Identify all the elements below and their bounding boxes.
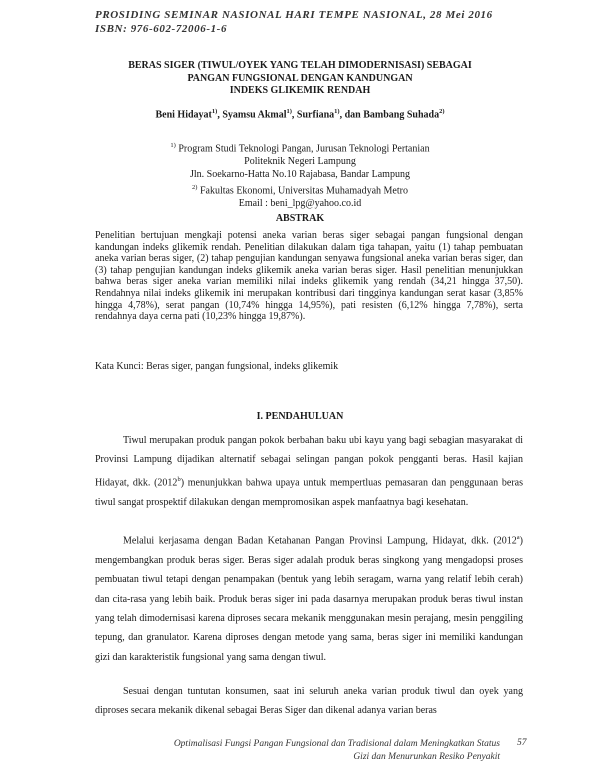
affiliation-mark: 1) [170,142,176,149]
section-heading: I. PENDAHULUAN [256,411,344,422]
email: Email : beni_lpg@yahoo.co.id [238,197,362,209]
abstract-heading: ABSTRAK [275,213,325,224]
isbn: ISBN: 976-602-72006-1-6 [95,23,228,35]
body-paragraph [95,528,523,667]
author-mark: 1) [286,108,292,115]
author-separator: , dan [339,109,364,121]
author-separator: , [217,109,223,121]
citation-mark: a [516,534,520,541]
abstract-text: Penelitian bertujuan mengkaji potensi aneka varian beras siger sebagai pangan fungsional dengan kandungan indeks glikemik rendah. Penelitian dilakukan dalam tiga tahapan, yaitu (1) tahap pembuatan aneka varian beras siger, (2) tahap pengujian kandungan senyawa fungsional aneka varian beras siger, dan (3) tahap pengujian kandungan indeks glikemik aneka varian beras siger. Hasil penelitian menunjukkan bahwa beras siger aneka varian memiliki nilai indeks glikemik yang rendah (34,21 hingga 37,50). Rendahnya nilai indeks glikemik ini merupakan kontribusi dari tingginya kandungan serat kasar (3,85% hingga 4,78%), serat pangan (10,74% hingga 14,95%), pati resisten (6,12% hingga 7,78%), serta rendahnya daya cerna pati (10,23% hingga 19,87%). [95,230,523,323]
affiliation-mark: 2) [192,183,198,191]
running-footer [100,738,500,763]
affiliation-line: Jln. Soekarno-Hatta No.10 Rajabasa, Bandar Lampung [190,168,410,180]
paragraph-text: ) mengembangkan produk beras siger. Beras siger adalah produk beras singkong yang mengadopsi proses pembuatan tiwul tetapi dengan penampakan (bentuk yang lebih seragam, warna yang relatif lebih cerah) dan cita-rasa yang lebih baik. Produk beras siger ini pada dasarnya merupakan produk beras tiwul instan yang telah dimodernisasi karena diproses secara mekanik menggunakan mesin perajang, mesin penggiling tepung, dan granulator. Karena diproses dengan metode yang sama, beras siger ini memiliki kandungan gizi dan karakteristik fungsional yang sama dengan tiwul. [95,535,523,663]
affiliation-text: Program Studi Teknologi Pangan, Jurusan Teknologi Pertanian [175,143,430,155]
paragraph-text: Tiwul merupakan produk pangan pokok berbahan baku ubi kayu yang bagi sebagian masyarakat di Provinsi Lampung dijadikan alternatif sebagai selingan pangan pokok pengganti beras. Hasil kajian Hidayat, dkk. (2012 [95,435,523,489]
author-separator: , [291,109,297,121]
author-mark: 1) [211,108,218,115]
author-name: Syamsu Akmal [222,109,287,121]
paper-title [80,60,520,98]
title-line: PANGAN FUNGSIONAL DENGAN KANDUNGAN [187,72,413,84]
paragraph-text: ) menunjukkan bahwa upaya untuk mempertluas pemasaran dan penggunaan beras tiwul sangat prospektif dilakukan dengan mempromosikan aspek manfaatnya bagi kesehatan. [95,477,523,508]
affiliation-line: Politeknik Negeri Lampung [244,156,356,168]
body-paragraph: Sesuai dengan tuntutan konsumen, saat ini seluruh aneka varian produk tiwul dan oyek yang diproses secara mekanik dikenal sebagai Beras Siger dan dikenal adanya varian beras [95,686,523,717]
author-list [80,108,520,120]
affiliation-line [80,140,520,156]
affiliation-line [80,182,520,198]
title-line: INDEKS GLIKEMIK RENDAH [229,85,371,96]
body-paragraph [95,431,523,512]
proceedings-title: PROSIDING SEMINAR NASIONAL HARI TEMPE NASIONAL, 28 Mei 2016 [95,9,493,21]
affiliation-text: Fakultas Ekonomi, Universitas Muhamadyah Metro [197,185,408,197]
author-name: Bambang Suhada [363,109,440,121]
author-mark: 2) [439,108,445,115]
author-name: Surfiana [296,109,335,121]
footer-line: Optimalisasi Fungsi Pangan Fungsional dan Tradisional dalam Meningkatkan Status [173,739,500,749]
keywords: Kata Kunci: Beras siger, pangan fungsional, indeks glikemik [95,361,339,372]
footer-line: Gizi dan Menurunkan Resiko Penyakit [353,751,500,762]
author-name: Beni Hidayat [155,109,212,121]
citation-mark: b [177,475,181,483]
affiliations [80,140,520,211]
running-header [95,8,493,36]
title-line: BERAS SIGER (TIWUL/OYEK YANG TELAH DIMODERNISASI) SEBAGAI [128,60,472,71]
paragraph-text: Melalui kerjasama dengan Badan Ketahanan Pangan Provinsi Lampung, Hidayat, dkk. (2012 [123,535,517,547]
author-mark: 1) [334,108,340,115]
page-number: 57 [517,738,527,748]
